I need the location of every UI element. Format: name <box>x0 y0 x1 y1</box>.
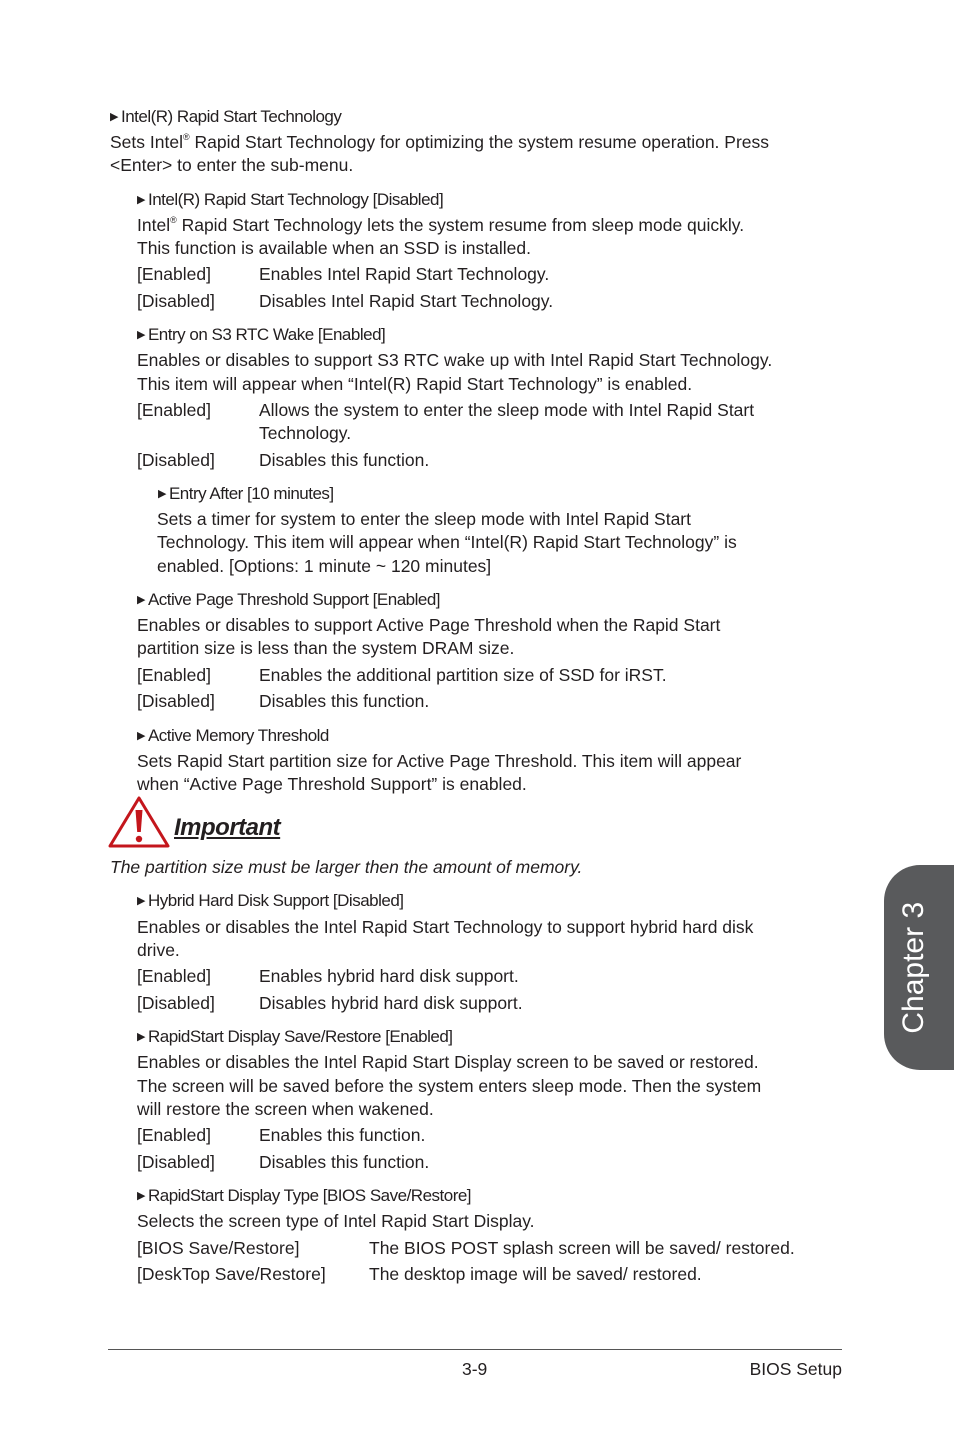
section-description: Enables or disables the Intel Rapid Start Display screen to be saved or restored. <box>137 1052 759 1072</box>
arrow-right-icon: ▶ <box>137 895 145 907</box>
option-label: [Disabled] <box>137 450 215 470</box>
option-text: The desktop image will be saved/ restored. <box>369 1264 702 1284</box>
section-heading: ▶ Intel(R) Rapid Start Technology [Disabled] <box>137 190 444 209</box>
arrow-right-icon: ▶ <box>137 594 145 606</box>
option-label: [Enabled] <box>137 264 211 284</box>
section-description: Enables or disables to support S3 RTC wake up with Intel Rapid Start Technology. <box>137 350 773 370</box>
section-description: will restore the screen when wakened. <box>137 1099 434 1119</box>
option-text: Disables this function. <box>259 691 430 711</box>
option-label: [Disabled] <box>137 691 215 711</box>
arrow-right-icon: ▶ <box>137 194 145 206</box>
option-text: Disables this function. <box>259 450 430 470</box>
option-text: Disables this function. <box>259 1152 430 1172</box>
option-label: [Enabled] <box>137 966 211 986</box>
option-text: Enables hybrid hard disk support. <box>259 966 519 986</box>
option-label: [Disabled] <box>137 1152 215 1172</box>
section-heading: ▶ Entry on S3 RTC Wake [Enabled] <box>137 325 386 344</box>
option-text: Technology. <box>259 423 352 443</box>
option-label: [Disabled] <box>137 291 215 311</box>
arrow-right-icon: ▶ <box>137 1031 145 1043</box>
section-description: enabled. [Options: 1 minute ~ 120 minutes] <box>157 556 492 576</box>
section-description: Enables or disables to support Active Page Threshold when the Rapid Start <box>137 615 721 635</box>
section-description: drive. <box>137 940 180 960</box>
section-heading: ▶ Intel(R) Rapid Start Technology <box>110 107 342 126</box>
arrow-right-icon: ▶ <box>158 488 166 500</box>
chapter-label: Chapter 3 <box>897 901 931 1034</box>
section-description: Technology. This item will appear when “Intel(R) Rapid Start Technology” is <box>157 532 737 552</box>
option-text: The BIOS POST splash screen will be saved/ restored. <box>369 1238 795 1258</box>
option-text: Enables this function. <box>259 1125 426 1145</box>
arrow-right-icon: ▶ <box>137 329 145 341</box>
section-description: Sets a timer for system to enter the sleep mode with Intel Rapid Start <box>157 509 691 529</box>
footer-section-title: BIOS Setup <box>749 1359 842 1379</box>
important-note: The partition size must be larger then the amount of memory. <box>110 857 583 877</box>
section-description: Selects the screen type of Intel Rapid Start Display. <box>137 1211 535 1231</box>
section-description: This item will appear when “Intel(R) Rapid Start Technology” is enabled. <box>137 374 693 394</box>
section-description: This function is available when an SSD is installed. <box>137 238 531 258</box>
section-description: when “Active Page Threshold Support” is enabled. <box>137 774 527 794</box>
page-number: 3-9 <box>462 1359 488 1379</box>
arrow-right-icon: ▶ <box>110 111 118 123</box>
section-description: <Enter> to enter the sub-menu. <box>110 155 354 175</box>
option-text: Allows the system to enter the sleep mode with Intel Rapid Start <box>259 400 755 420</box>
section-description: Enables or disables the Intel Rapid Start Technology to support hybrid hard disk <box>137 917 754 937</box>
section-description: Intel® Rapid Start Technology lets the system resume from sleep mode quickly. <box>137 215 745 235</box>
option-label: [Enabled] <box>137 400 211 420</box>
arrow-right-icon: ▶ <box>137 1190 145 1202</box>
section-heading: ▶ Hybrid Hard Disk Support [Disabled] <box>137 891 404 910</box>
chapter-tab <box>884 865 954 1070</box>
section-description: Sets Rapid Start partition size for Active Page Threshold. This item will appear <box>137 751 742 771</box>
option-label: [Enabled] <box>137 1125 211 1145</box>
section-description: partition size is less than the system DRAM size. <box>137 638 515 658</box>
section-description: Sets Intel® Rapid Start Technology for optimizing the system resume operation. Press <box>110 132 770 152</box>
option-label: [Enabled] <box>137 665 211 685</box>
section-heading: ▶ Active Memory Threshold <box>137 726 329 745</box>
section-description: The screen will be saved before the system enters sleep mode. Then the system <box>137 1076 762 1096</box>
arrow-right-icon: ▶ <box>137 730 145 742</box>
warning-icon <box>108 796 170 848</box>
option-label: [DeskTop Save/Restore] <box>137 1264 326 1284</box>
option-text: Disables Intel Rapid Start Technology. <box>259 291 554 311</box>
section-heading: ▶ RapidStart Display Type [BIOS Save/Restore] <box>137 1186 472 1205</box>
option-text: Enables Intel Rapid Start Technology. <box>259 264 550 284</box>
option-text: Enables the additional partition size of SSD for iRST. <box>259 665 667 685</box>
section-heading: ▶ RapidStart Display Save/Restore [Enabled] <box>137 1027 453 1046</box>
option-label: [BIOS Save/Restore] <box>137 1238 300 1258</box>
section-heading: ▶ Active Page Threshold Support [Enabled] <box>137 590 441 609</box>
footer-divider <box>108 1349 842 1350</box>
option-text: Disables hybrid hard disk support. <box>259 993 523 1013</box>
section-heading: ▶ Entry After [10 minutes] <box>158 484 334 503</box>
important-title: Important <box>174 814 281 841</box>
option-label: [Disabled] <box>137 993 215 1013</box>
